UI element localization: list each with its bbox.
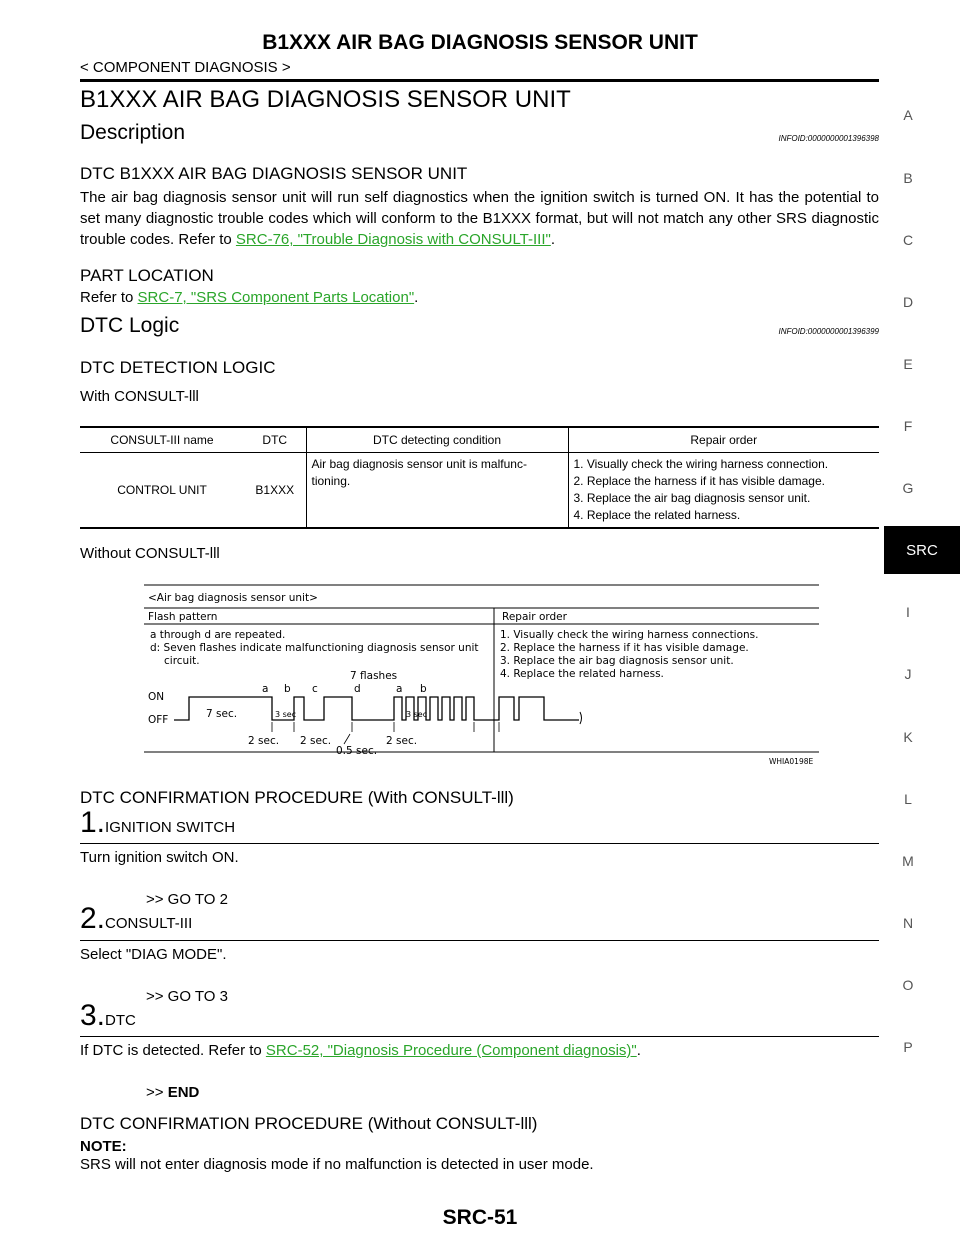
- col-repair-order: Repair order: [568, 427, 879, 453]
- diagram-note-1: a through d are repeated.: [150, 629, 286, 641]
- cell-condition: Air bag diagnosis sensor unit is malfunc-tioning.: [306, 453, 568, 529]
- header-title: B1XXX AIR BAG DIAGNOSIS SENSOR UNIT: [262, 31, 698, 54]
- note-label: NOTE:: [80, 1138, 127, 1155]
- with-consult-label: With CONSULT-lll: [80, 388, 199, 405]
- note-text: SRS will not enter diagnosis mode if no malfunction is detected in user mode.: [80, 1156, 594, 1173]
- diagram-repair-1: 1. Visually check the wiring harness connections.: [500, 629, 759, 641]
- link-src-52[interactable]: SRC-52, "Diagnosis Procedure (Component diagnosis)": [265, 1042, 637, 1059]
- diagram-repair-3: 3. Replace the air bag diagnosis sensor unit.: [500, 655, 734, 667]
- dtc-description-text: The air bag diagnosis sensor unit will run self diagnostics when the ignition switch is turned ON. It has the potential to set many diagnostic trouble codes which will conform to the B1XXX format, but will not match any other SRS diagnostic trouble codes. Refer to SRC-76, "Trouble Diagnosis with CONSULT-III".: [80, 189, 879, 248]
- sidebar-letter-k[interactable]: K: [903, 729, 913, 745]
- part-location-text: Refer to SRC-7, "SRS Component Parts Location".: [80, 289, 419, 306]
- step-3-next: >> END: [146, 1084, 200, 1101]
- step-3-heading: [80, 999, 136, 1033]
- sidebar-letter-j[interactable]: J: [904, 666, 912, 682]
- diagram-time-3sec-b: 3 sec: [406, 710, 428, 719]
- step-1-text: Turn ignition switch ON.: [80, 849, 239, 866]
- diagram-note-3: circuit.: [164, 655, 200, 667]
- diagram-time-7sec: 7 sec.: [206, 708, 238, 720]
- sidebar-tab-src[interactable]: SRC: [884, 526, 960, 574]
- diagram-repair-2: 2. Replace the harness if it has visible damage.: [500, 642, 749, 654]
- dtc-logic-infoid: INFOID:0000000001396399: [778, 327, 879, 336]
- diagram-letter-c: c: [312, 683, 318, 695]
- step-3-divider: [80, 1036, 879, 1037]
- step-1-next: >> GO TO 2: [146, 891, 228, 908]
- step-2-label: CONSULT-III: [105, 915, 193, 932]
- diagram-time-2sec-c: 2 sec.: [386, 735, 418, 747]
- sidebar-letter-d[interactable]: D: [902, 294, 914, 310]
- cell-repair: [568, 453, 879, 529]
- diagram-flashes-label: 7 flashes: [350, 670, 398, 682]
- sidebar-letter-b[interactable]: B: [903, 170, 913, 186]
- sidebar-letter-n[interactable]: N: [902, 915, 914, 931]
- header-subtitle: < COMPONENT DIAGNOSIS >: [80, 59, 291, 76]
- diagram-title: <Air bag diagnosis sensor unit>: [148, 592, 318, 604]
- sidebar-letter-p[interactable]: P: [903, 1039, 913, 1055]
- page-title: B1XXX AIR BAG DIAGNOSIS SENSOR UNIT: [80, 86, 571, 113]
- sidebar-letter-g[interactable]: G: [902, 480, 914, 496]
- sidebar-letter-m[interactable]: M: [902, 853, 914, 869]
- sidebar-letter-l[interactable]: L: [904, 791, 912, 807]
- dtc-b1xxx-heading: DTC B1XXX AIR BAG DIAGNOSIS SENSOR UNIT: [80, 164, 468, 183]
- diagram-repair-4: 4. Replace the related harness.: [500, 668, 664, 680]
- diagram-letter-b2: b: [420, 683, 427, 695]
- confirm-with-heading: DTC CONFIRMATION PROCEDURE (With CONSULT-lll): [80, 788, 514, 807]
- link-src-76[interactable]: SRC-76, "Trouble Diagnosis with CONSULT-III": [235, 231, 551, 248]
- diagram-time-05sec: 0.5 sec.: [336, 745, 378, 757]
- col-condition: DTC detecting condition: [306, 427, 568, 453]
- sidebar-letter-i[interactable]: I: [906, 604, 910, 620]
- dtc-detection-logic-heading: DTC DETECTION LOGIC: [80, 358, 276, 377]
- step-2-heading: [80, 902, 192, 936]
- dtc-logic-heading: DTC Logic: [80, 314, 180, 337]
- repair-step-1: 1. Visually check the wiring harness connection.: [573, 457, 829, 471]
- diagram-code: WHIA0198E: [769, 757, 814, 766]
- step-2-divider: [80, 940, 879, 941]
- sidebar-letter-f[interactable]: F: [903, 418, 913, 434]
- without-consult-label: Without CONSULT-lll: [80, 545, 220, 562]
- step-2-text: Select "DIAG MODE".: [80, 946, 227, 963]
- dtc-table: [80, 426, 879, 529]
- diagram-letter-a2: a: [396, 683, 403, 695]
- step-1-number: 1.: [80, 806, 106, 839]
- page-number: SRC-51: [442, 1206, 518, 1229]
- table-row: [80, 453, 879, 529]
- repair-step-3: 3. Replace the air bag diagnosis sensor unit.: [573, 491, 811, 505]
- cell-name: CONTROL UNIT: [80, 453, 244, 529]
- repair-step-4: 4. Replace the related harness.: [573, 508, 741, 522]
- diagram-time-2sec-a: 2 sec.: [248, 735, 280, 747]
- diagram-letter-a1: a: [262, 683, 269, 695]
- step-3-text: If DTC is detected. Refer to SRC-52, "Diagnosis Procedure (Component diagnosis)".: [80, 1042, 641, 1059]
- confirm-without-heading: DTC CONFIRMATION PROCEDURE (Without CONSULT-lll): [80, 1114, 538, 1133]
- description-heading: Description: [80, 121, 186, 144]
- table-header-row: [80, 427, 879, 453]
- diagram-letter-b1: b: [284, 683, 291, 695]
- diagram-letter-d: d: [354, 683, 361, 695]
- step-1-label: IGNITION SWITCH: [105, 819, 236, 836]
- diagram-on-label: ON: [148, 691, 165, 703]
- cell-dtc: B1XXX: [244, 453, 306, 529]
- diagram-col-flash: Flash pattern: [148, 611, 218, 623]
- part-location-heading: PART LOCATION: [80, 266, 214, 285]
- sidebar-letter-e[interactable]: E: [903, 356, 913, 372]
- col-dtc: DTC: [244, 427, 306, 453]
- step-3-label: DTC: [105, 1012, 136, 1029]
- header-divider: [80, 79, 879, 82]
- diagram-col-repair: Repair order: [502, 611, 567, 623]
- sidebar-letter-c[interactable]: C: [902, 232, 914, 248]
- step-1-heading: [80, 806, 235, 840]
- col-consult-name: CONSULT-III name: [80, 427, 244, 453]
- diagram-time-2sec-b: 2 sec.: [300, 735, 332, 747]
- sidebar-letter-o[interactable]: O: [902, 977, 914, 993]
- diagram-off-label: OFF: [148, 714, 169, 726]
- flash-pattern-diagram: [144, 584, 824, 768]
- step-2-next: >> GO TO 3: [146, 988, 228, 1005]
- step-1-divider: [80, 843, 879, 844]
- step-2-number: 2.: [80, 902, 106, 935]
- diagram-time-3sec-a: 3 sec: [275, 710, 297, 719]
- description-infoid: INFOID:0000000001396398: [778, 134, 879, 143]
- step-3-number: 3.: [80, 999, 106, 1032]
- diagram-note-2: d: Seven flashes indicate malfunctioning diagnosis sensor unit: [150, 642, 479, 654]
- repair-step-2: 2. Replace the harness if it has visible damage.: [573, 474, 825, 488]
- link-src-7[interactable]: SRC-7, "SRS Component Parts Location": [137, 289, 415, 306]
- sidebar-letter-a[interactable]: A: [903, 107, 913, 123]
